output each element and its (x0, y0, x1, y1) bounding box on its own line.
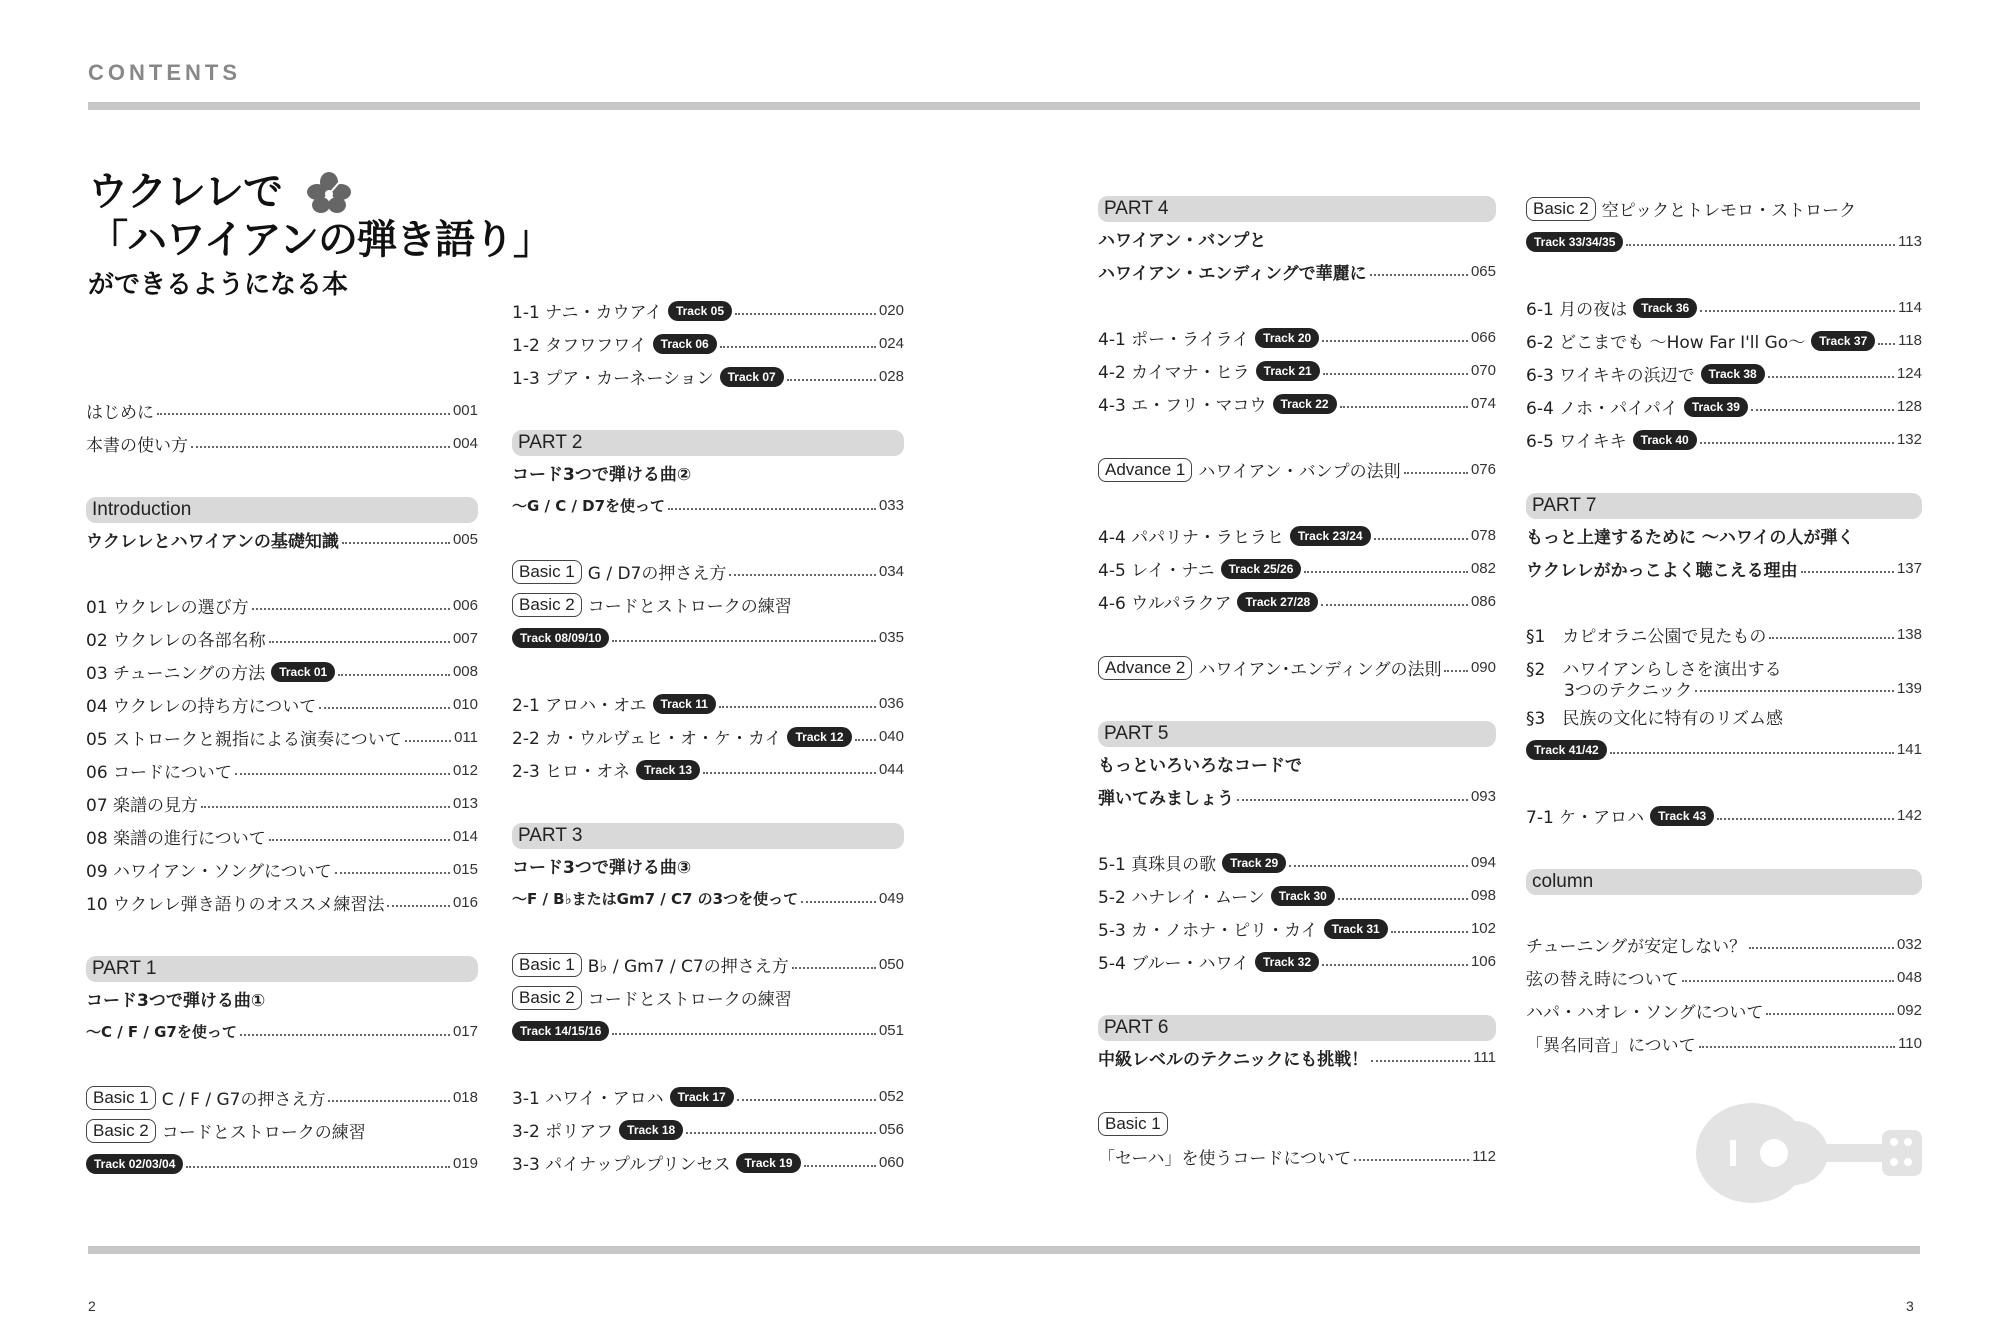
track-badge: Track 05 (668, 301, 732, 321)
column-4 (1526, 192, 1922, 1060)
basic-tag: Basic 2 (86, 1119, 156, 1143)
basic-tag-row (1098, 1107, 1496, 1140)
list-item[interactable]: はじめに 001 (86, 402, 478, 423)
list-item[interactable]: Basic 2 コードとストロークの練習 (512, 981, 904, 1014)
list-item[interactable]: 1-2 タフワフワイ Track 06 024 (512, 335, 904, 356)
list-item[interactable]: 3-2 ポリアフ Track 18 056 (512, 1121, 904, 1142)
track-badge: Track 27/28 (1237, 592, 1318, 612)
list-item[interactable]: 04 ウクレレの持ち方について 010 (86, 696, 478, 717)
list-item[interactable]: ウクレレとハワイアンの基礎知識 005 (86, 531, 478, 552)
track-badge: Track 21 (1256, 361, 1320, 381)
advance-tag: Advance 1 (1098, 458, 1192, 482)
page-number-left: 2 (88, 1298, 96, 1314)
list-item[interactable]: Basic 1 C / F / G7の押さえ方 018 (86, 1081, 478, 1114)
part-subtitle: コード3つで弾ける曲① (86, 991, 266, 1011)
list-item[interactable]: 6-1 月の夜は Track 36 114 (1526, 299, 1922, 320)
list-item[interactable]: 3-1 ハワイ・アロハ Track 17 052 (512, 1088, 904, 1109)
track-badge: Track 07 (720, 367, 784, 387)
list-item[interactable]: 1-1 ナニ・カウアイ Track 05 020 (512, 302, 904, 323)
list-item[interactable]: ～F / B♭またはGm7 / C7 の3つを使って 049 (512, 890, 904, 908)
basic-tag: Basic 1 (512, 953, 582, 977)
list-item[interactable]: 10 ウクレレ弾き語りのオススメ練習法 016 (86, 894, 478, 915)
list-item[interactable]: 5-4 ブルー・ハワイ Track 32 106 (1098, 953, 1496, 974)
list-item[interactable]: 4-2 カイマナ・ヒラ Track 21 070 (1098, 362, 1496, 383)
list-item[interactable]: ～C / F / G7を使って 017 (86, 1023, 478, 1041)
list-item[interactable]: 02 ウクレレの各部名称 007 (86, 630, 478, 651)
track-badge: Track 39 (1684, 397, 1748, 417)
book-title (88, 168, 552, 301)
track-badge: Track 20 (1255, 328, 1319, 348)
list-item[interactable]: 5-2 ハナレイ・ムーン Track 30 098 (1098, 887, 1496, 908)
section-header-part2: PART 2 (512, 430, 904, 456)
part-subtitle: もっといろいろなコードで (1098, 756, 1302, 776)
list-item[interactable]: 5-1 真珠貝の歌 Track 29 094 (1098, 854, 1496, 875)
list-item[interactable]: 2-3 ヒロ・オネ Track 13 044 (512, 761, 904, 782)
title-line-2: 「ハワイアンの弾き語り」 (88, 217, 552, 263)
basic-tag: Basic 2 (512, 593, 582, 617)
track-badge: Track 11 (653, 694, 716, 714)
list-item[interactable]: 弾いてみましょう 093 (1098, 788, 1496, 809)
list-item[interactable]: Basic 2 コードとストロークの練習 (512, 588, 904, 621)
section-header-part6: PART 6 (1098, 1015, 1496, 1041)
list-item[interactable]: 3-3 パイナップルプリンセス Track 19 060 (512, 1154, 904, 1175)
track-badge: Track 06 (653, 334, 717, 354)
page-number-right: 3 (1906, 1298, 1914, 1314)
list-item[interactable]: 「セーハ」を使うコードについて 112 (1098, 1148, 1496, 1169)
track-badge: Track 30 (1271, 886, 1335, 906)
list-item[interactable]: Advance 1 ハワイアン・バンプの法則 076 (1098, 453, 1496, 486)
ukulele-icon (1696, 1100, 1928, 1206)
list-item[interactable]: チューニングが安定しない？ 032 (1526, 936, 1922, 957)
track-badge: Track 19 (736, 1153, 800, 1173)
track-badge: Track 41/42 (1526, 740, 1607, 760)
list-item[interactable]: Track 02/03/04 019 (86, 1147, 478, 1180)
list-item[interactable]: Basic 1 G / D7の押さえ方 034 (512, 555, 904, 588)
list-item[interactable]: 3つのテクニック 139 (1564, 679, 1922, 701)
track-badge: Track 17 (670, 1087, 734, 1107)
list-item-line[interactable]: §3 民族の文化に特有のリズム感 (1526, 709, 1783, 729)
list-item[interactable]: 4-1 ポー・ライライ Track 20 066 (1098, 329, 1496, 350)
track-badge: Track 02/03/04 (86, 1154, 183, 1174)
track-badge: Track 12 (787, 727, 851, 747)
track-badge: Track 40 (1633, 430, 1697, 450)
basic-tag: Basic 2 (512, 986, 582, 1010)
list-item[interactable]: 5-3 カ・ノホナ・ピリ・カイ Track 31 102 (1098, 920, 1496, 941)
track-badge: Track 29 (1222, 853, 1286, 873)
list-item[interactable]: 08 楽譜の進行について 014 (86, 828, 478, 849)
list-item[interactable]: ウクレレがかっこよく聴こえる理由 137 (1526, 560, 1922, 581)
contents-header: CONTENTS (88, 60, 241, 85)
list-item[interactable]: Track 33/34/35 113 (1526, 225, 1922, 258)
list-item[interactable]: 中級レベルのテクニックにも挑戦！ 111 (1098, 1049, 1496, 1070)
list-item[interactable]: 4-6 ウルパラクア Track 27/28 086 (1098, 593, 1496, 614)
list-item[interactable]: 7-1 ケ・アロハ Track 43 142 (1526, 807, 1922, 828)
list-item[interactable]: Basic 2 コードとストロークの練習 (86, 1114, 478, 1147)
title-line-1: ウクレレで (88, 169, 282, 215)
track-badge: Track 32 (1255, 952, 1319, 972)
list-item[interactable]: 4-4 パパリナ・ラヒラヒ Track 23/24 078 (1098, 527, 1496, 548)
basic-tag: Basic 1 (512, 560, 582, 584)
part-subtitle: ハワイアン・バンプと (1098, 231, 1267, 251)
section-header-column: column (1526, 869, 1922, 895)
top-rule (88, 102, 1920, 110)
list-item[interactable]: 本書の使い方 004 (86, 435, 478, 456)
section-header-part4: PART 4 (1098, 196, 1496, 222)
section-header-introduction: Introduction (86, 497, 478, 523)
list-item[interactable]: Basic 1 B♭ / Gm7 / C7の押さえ方 050 (512, 948, 904, 981)
hibiscus-icon (303, 172, 355, 216)
list-item[interactable]: Track 08/09/10 035 (512, 621, 904, 654)
list-item[interactable]: Basic 2 空ピックとトレモロ・ストローク (1526, 192, 1922, 225)
track-badge: Track 25/26 (1221, 559, 1302, 579)
list-item-line[interactable]: §2 ハワイアンらしさを演出する (1526, 660, 1782, 680)
list-item[interactable]: 09 ハワイアン・ソングについて 015 (86, 861, 478, 882)
bottom-rule (88, 1246, 1920, 1254)
list-item[interactable]: ハワイアン・エンディングで華麗に 065 (1098, 263, 1496, 284)
track-badge: Track 38 (1701, 364, 1765, 384)
section-header-part1: PART 1 (86, 956, 478, 982)
title-line-3: ができるようになる本 (88, 270, 349, 300)
list-item[interactable]: ハパ・ハオレ・ソングについて 092 (1526, 1002, 1922, 1023)
track-badge: Track 08/09/10 (512, 628, 609, 648)
section-header-part3: PART 3 (512, 823, 904, 849)
part-subtitle: コード3つで弾ける曲② (512, 465, 692, 485)
list-item[interactable]: 07 楽譜の見方 013 (86, 795, 478, 816)
list-item[interactable]: 03 チューニングの方法 Track 01 008 (86, 663, 478, 684)
track-badge: Track 31 (1324, 919, 1388, 939)
track-badge: Track 14/15/16 (512, 1021, 609, 1041)
list-item[interactable]: 2-1 アロハ・オエ Track 11 036 (512, 695, 904, 716)
track-badge: Track 36 (1633, 298, 1697, 318)
list-item[interactable]: 06 コードについて 012 (86, 762, 478, 783)
track-badge: Track 13 (636, 760, 700, 780)
section-header-part7: PART 7 (1526, 493, 1922, 519)
list-item[interactable]: 4-5 レイ・ナニ Track 25/26 082 (1098, 560, 1496, 581)
list-item[interactable]: 弦の替え時について 048 (1526, 969, 1922, 990)
part-subtitle: もっと上達するために ～ハワイの人が弾く (1526, 528, 1855, 548)
column-2 (512, 294, 904, 1179)
list-item[interactable]: 6-5 ワイキキ Track 40 132 (1526, 431, 1922, 452)
track-badge: Track 18 (619, 1120, 683, 1140)
track-badge: Track 01 (271, 662, 335, 682)
column-1 (86, 394, 478, 1180)
list-item[interactable]: 05 ストロークと親指による演奏について 011 (86, 729, 478, 750)
section-header-part5: PART 5 (1098, 721, 1496, 747)
advance-tag: Advance 2 (1098, 656, 1192, 680)
list-item[interactable]: 1-3 プア・カーネーション Track 07 028 (512, 368, 904, 389)
track-badge: Track 43 (1650, 806, 1714, 826)
list-item[interactable]: ～G / C / D7を使って 033 (512, 497, 904, 515)
basic-tag: Basic 1 (1098, 1112, 1168, 1136)
track-badge: Track 37 (1811, 331, 1875, 351)
list-item[interactable]: 6-4 ノホ・パイパイ Track 39 128 (1526, 398, 1922, 419)
list-item[interactable]: 2-2 カ・ウルヴェヒ・オ・ケ・カイ Track 12 040 (512, 728, 904, 749)
list-item[interactable]: Track 14/15/16 051 (512, 1014, 904, 1047)
part-subtitle: コード3つで弾ける曲③ (512, 858, 692, 878)
list-item[interactable]: §1 カピオラニ公園で見たもの 138 (1526, 626, 1922, 647)
list-item[interactable]: 01 ウクレレの選び方 006 (86, 597, 478, 618)
list-item[interactable]: 6-3 ワイキキの浜辺で Track 38 124 (1526, 365, 1922, 386)
list-item[interactable]: 「異名同音」について 110 (1526, 1035, 1922, 1056)
track-badge: Track 33/34/35 (1526, 232, 1623, 252)
column-3 (1098, 192, 1496, 1173)
track-badge: Track 23/24 (1290, 526, 1371, 546)
list-item[interactable]: 4-3 エ・フリ・マコウ Track 22 074 (1098, 395, 1496, 416)
list-item[interactable]: Track 41/42 141 (1526, 733, 1922, 766)
basic-tag: Basic 1 (86, 1086, 156, 1110)
basic-tag: Basic 2 (1526, 197, 1596, 221)
list-item[interactable]: Advance 2 ハワイアン･エンディングの法則 090 (1098, 651, 1496, 684)
list-item[interactable]: 6-2 どこまでも ～How Far I'll Go～ Track 37 118 (1526, 332, 1922, 353)
track-badge: Track 22 (1273, 394, 1337, 414)
